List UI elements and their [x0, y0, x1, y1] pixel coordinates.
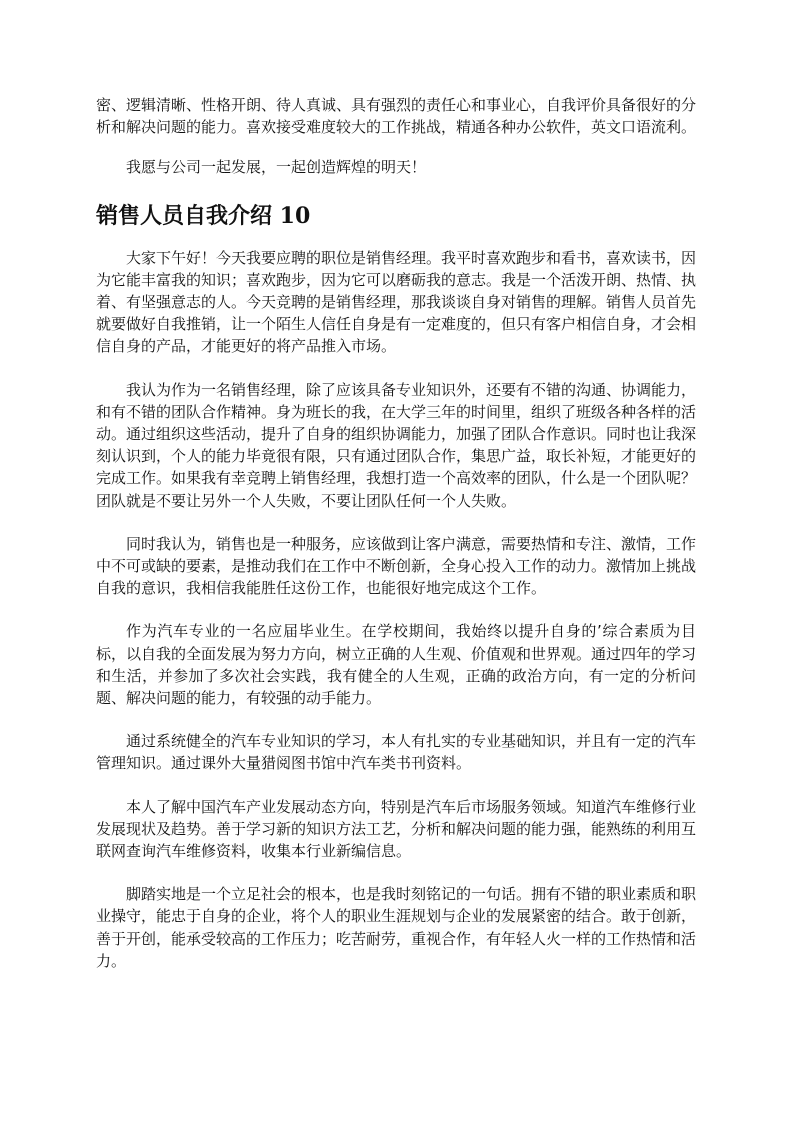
paragraph-6: 本人了解中国汽车产业发展动态方向，特别是汽车后市场服务领域。知道汽车维修行业发展现状及趋势。善于学习新的知识方法工艺，分析和解决问题的能力强，能熟练的利用互联网查询汽车维修资料，收集本行业新编信息。 — [96, 797, 697, 861]
paragraph-1: 大家下午好！今天我要应聘的职位是销售经理。我平时喜欢跑步和看书，喜欢读书，因为它能丰富我的知识；喜欢跑步，因为它可以磨砺我的意志。我是一个活泼开朗、热情、执着、有坚强意志的人。今天竞聘的是销售经理，那我谈谈自身对销售的理解。销售人员首先就要做好自我推销，让一个陌生人信任自身是有一定难度的，但只有客户相信自身，才会相信自身的产品，才能更好的将产品推入市场。 — [96, 248, 697, 356]
paragraph-5: 通过系统健全的汽车专业知识的学习，本人有扎实的专业基础知识，并且有一定的汽车管理知识。通过课外大量猎阅图书馆中汽车类书刊资料。 — [96, 732, 697, 773]
document-body — [96, 94, 696, 972]
paragraph-3: 同时我认为，销售也是一种服务，应该做到让客户满意，需要热情和专注、激情，工作中不可或缺的要素，是推动我们在工作中不断创新，全身心投入工作的动力。激情加上挑战自我的意识，我相信我能胜任这份工作，也能很好地完成这个工作。 — [96, 534, 697, 598]
paragraph-4: 作为汽车专业的一名应届毕业生。在学校期间，我始终以提升自身的’综合素质为目标，以自我的全面发展为努力方向，树立正确的人生观、价值观和世界观。通过四年的学习和生活，并参加了多次社会实践，我有健全的人生观，正确的政治方向，有一定的分析问题、解决问题的能力，有较强的动手能力。 — [96, 622, 697, 708]
intro-continuation-paragraph: 密、逻辑清晰、性格开朗、待人真诚、具有强烈的责任心和事业心，自我评价具备很好的分析和解决问题的能力。喜欢接受难度较大的工作挑战，精通各种办公软件，英文口语流利。 — [96, 96, 697, 137]
intro-closing-paragraph: 我愿与公司一起发展，一起创造辉煌的明天！ — [126, 158, 427, 177]
section-title: 销售人员自我介绍 10 — [96, 202, 311, 229]
paragraph-2: 我认为作为一名销售经理，除了应该具备专业知识外，还要有不错的沟通、协调能力，和有不错的团队合作精神。身为班长的我，在大学三年的时间里，组织了班级各种各样的活动。通过组织这些活动，提升了自身的组织协调能力，加强了团队合作意识。同时也让我深刻认识到，个人的能力毕竟很有限，只有通过团队合作，集思广益，取长补短，才能更好的完成工作。如果我有幸竞聘上销售经理，我想打造一个高效率的团队，什么是一个团队呢？团队就是不要让另外一个人失败，不要让团队任何一个人失败。 — [96, 380, 697, 510]
paragraph-7: 脚踏实地是一个立足社会的根本，也是我时刻铭记的一句话。拥有不错的职业素质和职业操守，能忠于自身的企业，将个人的职业生涯规划与企业的发展紧密的结合。敢于创新，善于开创，能承受较高的工作压力；吃苦耐劳，重视合作，有年轻人火一样的工作热情和活力。 — [96, 885, 697, 970]
